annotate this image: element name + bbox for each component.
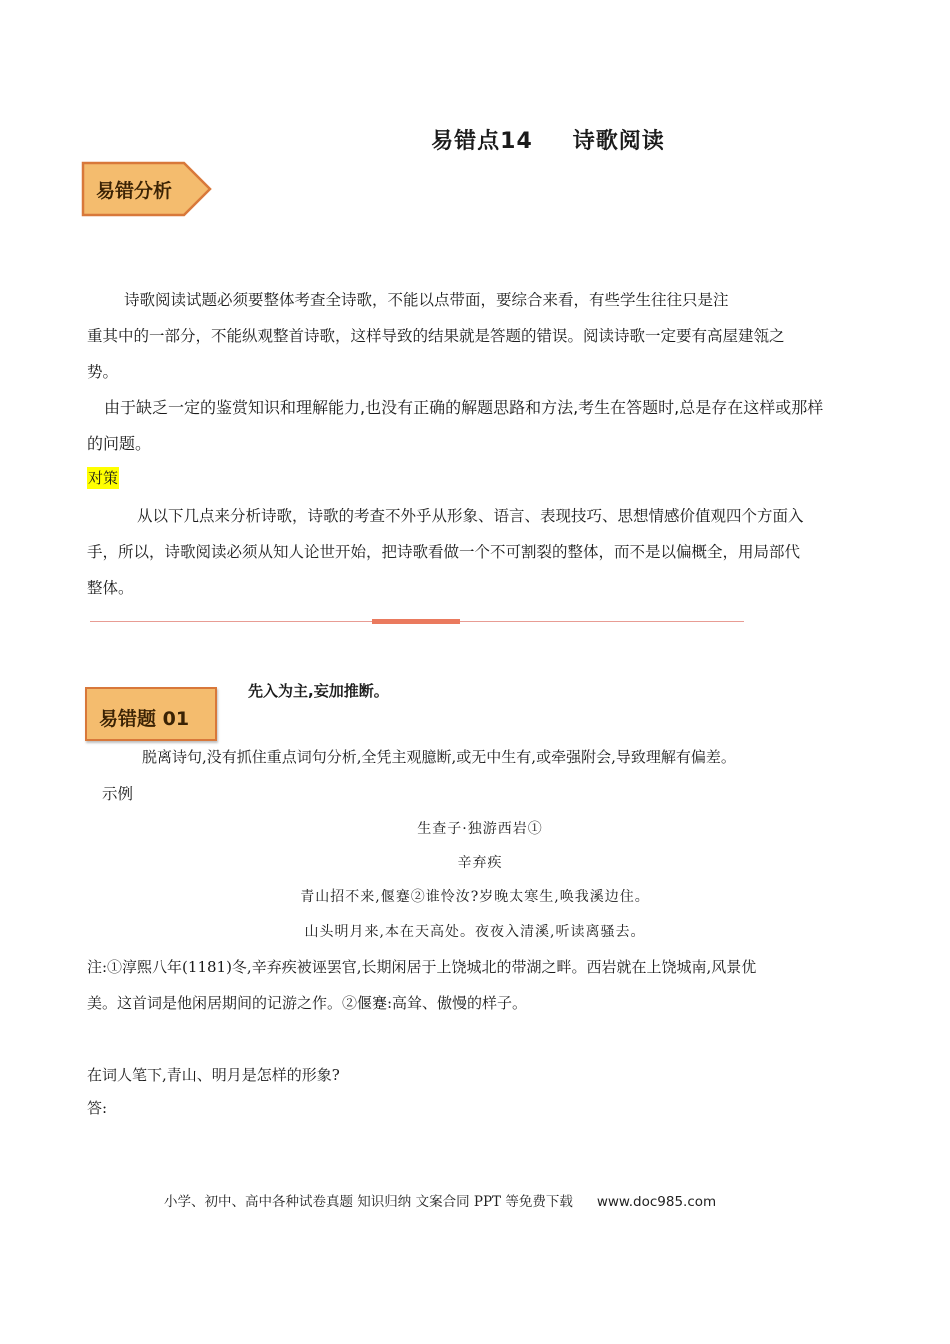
section-divider-accent [372,619,460,624]
footer-text: 小学、初中、高中各种试卷真题 知识归纳 文案合同 PPT 等免费下载 [164,1194,573,1210]
poem-line-1: 青山招不来,偃蹇②谁怜汝?岁晚太寒生,唤我溪边住。 [300,889,650,905]
strategy-paragraph-line-3: 整体。 [87,579,134,597]
footer-site-link[interactable]: www.doc985.com [596,1194,717,1210]
analysis-paragraph-2-line-2: 的问题。 [87,434,152,453]
error-01-heading: 先入为主,妄加推断。 [248,682,389,700]
section-badge-analysis [80,160,212,218]
analysis-paragraph-1-line-2: 重其中的一部分，不能纵观整首诗歌，这样导致的结果就是答题的错误。阅读诗歌一定要有高屋建瓴之 [87,327,785,345]
poem-note-line-1: 注:①淳熙八年(1181)冬,辛弃疾被诬罢官,长期闲居于上饶城北的带湖之畔。西岩就在上饶城南,风景优 [87,958,757,976]
page-title [0,124,950,155]
section-badge-error-01 [85,687,217,741]
page-footer [164,1190,716,1210]
poem-note-line-2: 美。这首词是他闲居期间的记游之作。②偃蹇:高耸、傲慢的样子。 [87,994,528,1012]
question-text: 在词人笔下,青山、明月是怎样的形象? [87,1066,340,1084]
poem-line-2: 山头明月来,本在天高处。夜夜入清溪,听读离骚去。 [304,924,646,940]
section-badge-error-01-label: 易错题 01 [99,708,190,730]
poem-title: 生查子·独游西岩① [417,821,543,837]
strategy-paragraph-line-1: 从以下几点来分析诗歌，诗歌的考查不外乎从形象、语言、表现技巧、思想情感价值观四个方面入 [137,507,804,525]
strategy-label: 对策 [88,469,119,487]
page-title-main: 易错点14 [431,129,533,154]
page-title-sub: 诗歌阅读 [572,129,665,154]
analysis-paragraph-2-line-1: 由于缺乏一定的鉴赏知识和理解能力,也没有正确的解题思路和方法,考生在答题时,总是存在这样或那样 [104,398,824,417]
answer-label: 答: [87,1099,108,1117]
section-badge-analysis-label: 易错分析 [96,180,173,202]
analysis-paragraph-1-line-1: 诗歌阅读试题必须要整体考查全诗歌，不能以点带面，要综合来看，有些学生往往只是注 [124,291,729,309]
strategy-paragraph-line-2: 手，所以，诗歌阅读必须从知人论世开始，把诗歌看做一个不可割裂的整体，而不是以偏概全，用局部代 [87,543,801,561]
analysis-paragraph-1-line-3: 势。 [87,363,119,381]
example-label: 示例 [102,785,134,803]
error-01-description: 脱离诗句,没有抓住重点词句分析,全凭主观臆断,或无中生有,或牵强附会,导致理解有偏差。 [142,748,736,766]
poem-author: 辛弃疾 [457,855,503,871]
